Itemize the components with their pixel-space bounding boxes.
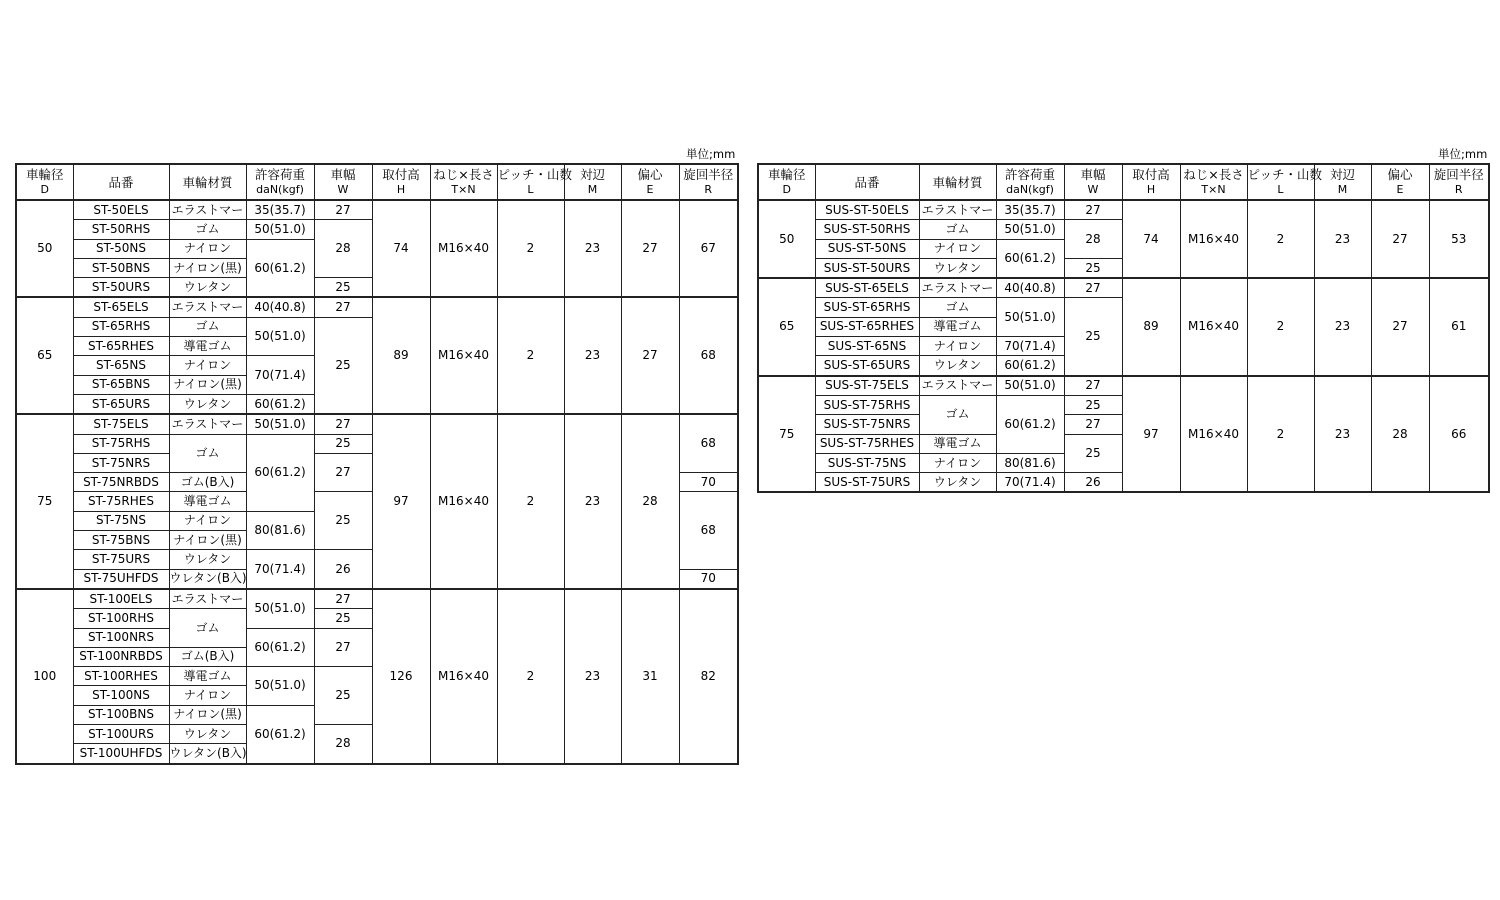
part-number-cell: SUS-ST-65NS — [815, 337, 919, 356]
right-table-row — [758, 200, 1489, 220]
allowable-load-cell: 60(61.2) — [996, 239, 1064, 278]
swivel-radius-cell: 70 — [679, 473, 738, 492]
allowable-load-cell: 80(81.6) — [996, 453, 1064, 472]
allowable-load-cell: 70(71.4) — [996, 473, 1064, 493]
wheel-width-cell: 25 — [1064, 258, 1122, 278]
left-table-row — [16, 589, 738, 609]
allowable-load-cell: 50(51.0) — [996, 298, 1064, 337]
part-number-cell: ST-75NRS — [73, 453, 169, 472]
pitch-cell: 2 — [1247, 376, 1314, 493]
thread-length-cell: M16×40 — [430, 589, 497, 764]
right-header-row — [758, 164, 1489, 200]
wheel-material-cell: ナイロン — [169, 356, 246, 375]
allowable-load-cell: 40(40.8) — [246, 297, 314, 317]
part-number-cell: ST-100NS — [73, 686, 169, 705]
right-header-symbol: M — [1337, 183, 1348, 196]
wheel-material-cell: ウレタン — [169, 550, 246, 569]
right-table-row — [758, 376, 1489, 396]
right-header-label: 車輪径 — [767, 167, 806, 182]
part-number-cell: ST-100NRBDS — [73, 647, 169, 666]
left-header-label: 許容荷重 — [254, 167, 305, 182]
wheel-material-cell: ゴム — [169, 434, 246, 473]
wheel-diameter-cell: 65 — [16, 297, 73, 414]
left-table-row — [16, 414, 738, 434]
part-number-cell: SUS-ST-75RHS — [815, 395, 919, 414]
swivel-radius-cell: 68 — [679, 297, 738, 414]
part-number-cell: SUS-ST-50URS — [815, 258, 919, 278]
wheel-width-cell: 28 — [314, 725, 372, 764]
across-flats-cell: 23 — [1314, 278, 1371, 375]
allowable-load-cell: 50(51.0) — [246, 317, 314, 356]
pitch-cell: 2 — [497, 200, 564, 297]
right-header-symbol: T×N — [1201, 183, 1226, 196]
part-number-cell: ST-75ELS — [73, 414, 169, 434]
right-header-7 — [1247, 164, 1323, 200]
wheel-material-cell: ナイロン — [919, 337, 996, 356]
mounting-height-cell: 74 — [372, 200, 430, 297]
part-number-cell: ST-100UHFDS — [73, 744, 169, 764]
right-header-6 — [1180, 164, 1247, 200]
allowable-load-cell: 50(51.0) — [996, 220, 1064, 239]
right-header-5 — [1122, 164, 1180, 200]
across-flats-cell: 23 — [564, 589, 621, 764]
wheel-width-cell: 25 — [314, 492, 372, 550]
left-header-label: 偏心 — [637, 167, 663, 182]
across-flats-cell: 23 — [564, 297, 621, 414]
wheel-material-cell: ナイロン(黒) — [169, 531, 246, 550]
wheel-material-cell: ゴム(B入) — [169, 473, 246, 492]
part-number-cell: ST-100RHES — [73, 667, 169, 686]
part-number-cell: SUS-ST-65ELS — [815, 278, 919, 298]
pitch-cell: 2 — [497, 589, 564, 764]
part-number-cell: ST-75UHFDS — [73, 569, 169, 589]
left-header-label: 取付高 — [382, 167, 420, 182]
part-number-cell: SUS-ST-65RHES — [815, 317, 919, 336]
pitch-cell: 2 — [1247, 200, 1314, 278]
allowable-load-cell: 60(61.2) — [246, 434, 314, 511]
left-header-symbol: D — [40, 183, 49, 196]
wheel-width-cell: 25 — [1064, 298, 1122, 376]
left-header-label: 車幅 — [330, 167, 356, 182]
pitch-cell: 2 — [497, 297, 564, 414]
wheel-width-cell: 26 — [1064, 473, 1122, 493]
left-header-label: ピッチ・山数 — [497, 167, 573, 182]
left-header-3 — [246, 164, 314, 200]
across-flats-cell: 23 — [564, 414, 621, 589]
wheel-material-cell: ナイロン — [169, 686, 246, 705]
part-number-cell: SUS-ST-75NS — [815, 453, 919, 472]
left-header-9 — [621, 164, 679, 200]
right-header-8 — [1314, 164, 1371, 200]
left-header-symbol: E — [646, 183, 654, 196]
wheel-width-cell: 28 — [314, 220, 372, 278]
wheel-material-cell: エラストマー — [169, 589, 246, 609]
wheel-material-cell: 導電ゴム — [169, 492, 246, 511]
part-number-cell: ST-100URS — [73, 725, 169, 744]
right-header-label: 対辺 — [1329, 167, 1355, 182]
left-header-label: 車輪材質 — [182, 174, 233, 190]
wheel-material-cell: ウレタン — [919, 258, 996, 278]
thread-length-cell: M16×40 — [1180, 200, 1247, 278]
swivel-radius-cell: 82 — [679, 589, 738, 764]
wheel-diameter-cell: 75 — [758, 376, 815, 493]
wheel-diameter-cell: 50 — [758, 200, 815, 278]
offset-cell: 31 — [621, 589, 679, 764]
across-flats-cell: 23 — [1314, 376, 1371, 493]
mounting-height-cell: 74 — [1122, 200, 1180, 278]
part-number-cell: ST-65RHS — [73, 317, 169, 336]
wheel-width-cell: 25 — [1064, 434, 1122, 473]
thread-length-cell: M16×40 — [1180, 278, 1247, 375]
wheel-diameter-cell: 75 — [16, 414, 73, 589]
allowable-load-cell: 70(71.4) — [246, 356, 314, 395]
wheel-width-cell: 27 — [314, 200, 372, 220]
right-spec-table — [757, 163, 1490, 493]
right-header-label: 旋回半径 — [1433, 167, 1484, 182]
wheel-material-cell: ゴム — [169, 317, 246, 336]
allowable-load-cell: 50(51.0) — [996, 376, 1064, 396]
left-spec-table — [15, 163, 739, 765]
right-header-9 — [1371, 164, 1429, 200]
left-header-label: ねじ×長さ — [433, 167, 494, 182]
allowable-load-cell: 60(61.2) — [246, 394, 314, 414]
wheel-width-cell: 27 — [314, 297, 372, 317]
part-number-cell: SUS-ST-75NRS — [815, 415, 919, 434]
pitch-cell: 2 — [497, 414, 564, 589]
part-number-cell: SUS-ST-75RHES — [815, 434, 919, 453]
part-number-cell: SUS-ST-50NS — [815, 239, 919, 258]
wheel-material-cell: エラストマー — [919, 200, 996, 220]
mounting-height-cell: 97 — [372, 414, 430, 589]
allowable-load-cell: 60(61.2) — [996, 395, 1064, 453]
right-header-10 — [1429, 164, 1489, 200]
offset-cell: 28 — [1371, 376, 1429, 493]
right-header-label: 偏心 — [1387, 167, 1413, 182]
offset-cell: 27 — [621, 297, 679, 414]
part-number-cell: SUS-ST-75ELS — [815, 376, 919, 396]
right-header-label: 許容荷重 — [1004, 167, 1055, 182]
across-flats-cell: 23 — [564, 200, 621, 297]
right-table-row — [758, 278, 1489, 298]
mounting-height-cell: 126 — [372, 589, 430, 764]
wheel-material-cell: ゴム(B入) — [169, 647, 246, 666]
wheel-material-cell: ゴム — [169, 609, 246, 648]
wheel-material-cell: エラストマー — [169, 414, 246, 434]
wheel-material-cell: ウレタン(B入) — [169, 569, 246, 589]
allowable-load-cell: 50(51.0) — [246, 414, 314, 434]
left-header-symbol: M — [587, 183, 598, 196]
wheel-width-cell: 27 — [1064, 278, 1122, 298]
offset-cell: 27 — [1371, 200, 1429, 278]
wheel-material-cell: ゴム — [919, 220, 996, 239]
part-number-cell: SUS-ST-50RHS — [815, 220, 919, 239]
wheel-material-cell: ウレタン — [169, 725, 246, 744]
wheel-material-cell: 導電ゴム — [919, 434, 996, 453]
part-number-cell: ST-65BNS — [73, 375, 169, 394]
left-unit-label: 単位;mm — [686, 147, 736, 161]
wheel-material-cell: ナイロン — [919, 453, 996, 472]
part-number-cell: SUS-ST-75URS — [815, 473, 919, 493]
wheel-diameter-cell: 100 — [16, 589, 73, 764]
swivel-radius-cell: 61 — [1429, 278, 1489, 375]
wheel-width-cell: 25 — [314, 434, 372, 453]
left-header-0 — [16, 164, 73, 200]
allowable-load-cell: 50(51.0) — [246, 220, 314, 239]
part-number-cell: ST-100BNS — [73, 705, 169, 724]
mounting-height-cell: 89 — [1122, 278, 1180, 375]
wheel-material-cell: ゴム — [919, 298, 996, 317]
left-header-label: 対辺 — [579, 167, 605, 182]
allowable-load-cell: 40(40.8) — [996, 278, 1064, 298]
wheel-material-cell: ナイロン(黒) — [169, 258, 246, 277]
left-header-symbol: T×N — [451, 183, 476, 196]
right-header-symbol: R — [1454, 183, 1463, 196]
part-number-cell: ST-65URS — [73, 394, 169, 414]
part-number-cell: ST-75NRBDS — [73, 473, 169, 492]
allowable-load-cell: 60(61.2) — [246, 628, 314, 667]
wheel-material-cell: ナイロン — [169, 511, 246, 530]
left-table-row — [16, 200, 738, 220]
right-unit-label: 単位;mm — [1438, 147, 1488, 161]
wheel-material-cell: ナイロン(黒) — [169, 705, 246, 724]
left-header-symbol: W — [337, 183, 349, 196]
wheel-material-cell: ナイロン — [169, 239, 246, 258]
wheel-material-cell: 導電ゴム — [169, 667, 246, 686]
part-number-cell: ST-50NS — [73, 239, 169, 258]
left-header-1 — [73, 164, 169, 200]
left-header-8 — [564, 164, 621, 200]
part-number-cell: SUS-ST-65URS — [815, 356, 919, 376]
wheel-material-cell: ウレタン — [169, 394, 246, 414]
right-header-label: 車幅 — [1080, 167, 1106, 182]
right-header-label: 品番 — [854, 174, 880, 190]
thread-length-cell: M16×40 — [1180, 376, 1247, 493]
right-header-3 — [996, 164, 1064, 200]
part-number-cell: ST-50ELS — [73, 200, 169, 220]
left-header-6 — [430, 164, 497, 200]
part-number-cell: ST-65ELS — [73, 297, 169, 317]
allowable-load-cell: 70(71.4) — [246, 550, 314, 589]
right-header-4 — [1064, 164, 1122, 200]
part-number-cell: ST-50BNS — [73, 258, 169, 277]
wheel-material-cell: ゴム — [169, 220, 246, 239]
part-number-cell: ST-75RHES — [73, 492, 169, 511]
offset-cell: 28 — [621, 414, 679, 589]
part-number-cell: ST-50RHS — [73, 220, 169, 239]
wheel-width-cell: 25 — [314, 317, 372, 414]
right-header-symbol: D — [782, 183, 791, 196]
wheel-material-cell: ゴム — [919, 395, 996, 434]
wheel-material-cell: エラストマー — [169, 200, 246, 220]
wheel-width-cell: 27 — [314, 414, 372, 434]
left-header-row — [16, 164, 738, 200]
across-flats-cell: 23 — [1314, 200, 1371, 278]
right-header-symbol: L — [1277, 183, 1284, 196]
mounting-height-cell: 89 — [372, 297, 430, 414]
left-header-symbol: daN(kgf) — [256, 183, 304, 196]
left-header-label: 車輪径 — [25, 167, 64, 182]
swivel-radius-cell: 67 — [679, 200, 738, 297]
left-header-symbol: L — [527, 183, 534, 196]
right-header-2 — [919, 164, 996, 200]
wheel-width-cell: 27 — [314, 628, 372, 667]
wheel-width-cell: 25 — [314, 278, 372, 298]
wheel-material-cell: ナイロン — [919, 239, 996, 258]
wheel-diameter-cell: 50 — [16, 200, 73, 297]
part-number-cell: ST-75URS — [73, 550, 169, 569]
wheel-material-cell: ウレタン(B入) — [169, 744, 246, 764]
wheel-material-cell: ナイロン(黒) — [169, 375, 246, 394]
allowable-load-cell: 70(71.4) — [996, 337, 1064, 356]
wheel-width-cell: 27 — [1064, 376, 1122, 396]
left-header-2 — [169, 164, 246, 200]
allowable-load-cell: 50(51.0) — [246, 667, 314, 706]
wheel-width-cell: 27 — [1064, 415, 1122, 434]
wheel-material-cell: エラストマー — [919, 376, 996, 396]
right-header-symbol: H — [1146, 183, 1156, 196]
right-header-label: 取付高 — [1132, 167, 1170, 182]
left-header-symbol: R — [704, 183, 713, 196]
left-header-symbol: H — [396, 183, 406, 196]
left-header-label: 旋回半径 — [683, 167, 734, 182]
wheel-width-cell: 25 — [314, 667, 372, 725]
swivel-radius-cell: 53 — [1429, 200, 1489, 278]
wheel-material-cell: 導電ゴム — [169, 337, 246, 356]
left-header-7 — [497, 164, 573, 200]
allowable-load-cell: 35(35.7) — [996, 200, 1064, 220]
thread-length-cell: M16×40 — [430, 200, 497, 297]
thread-length-cell: M16×40 — [430, 297, 497, 414]
left-header-4 — [314, 164, 372, 200]
allowable-load-cell: 60(61.2) — [996, 356, 1064, 376]
wheel-width-cell: 25 — [1064, 395, 1122, 414]
pitch-cell: 2 — [1247, 278, 1314, 375]
offset-cell: 27 — [1371, 278, 1429, 375]
part-number-cell: ST-100NRS — [73, 628, 169, 647]
part-number-cell: ST-75BNS — [73, 531, 169, 550]
wheel-width-cell: 28 — [1064, 220, 1122, 259]
part-number-cell: ST-100ELS — [73, 589, 169, 609]
right-header-0 — [758, 164, 815, 200]
wheel-material-cell: エラストマー — [919, 278, 996, 298]
allowable-load-cell: 60(61.2) — [246, 705, 314, 763]
allowable-load-cell: 60(61.2) — [246, 239, 314, 297]
wheel-material-cell: エラストマー — [169, 297, 246, 317]
left-header-10 — [679, 164, 738, 200]
thread-length-cell: M16×40 — [430, 414, 497, 589]
wheel-width-cell: 27 — [314, 453, 372, 492]
right-header-label: ピッチ・山数 — [1247, 167, 1323, 182]
swivel-radius-cell: 66 — [1429, 376, 1489, 493]
part-number-cell: ST-100RHS — [73, 609, 169, 628]
right-header-label: 車輪材質 — [932, 174, 983, 190]
left-table-row — [16, 297, 738, 317]
right-header-label: ねじ×長さ — [1183, 167, 1244, 182]
offset-cell: 27 — [621, 200, 679, 297]
wheel-material-cell: ウレタン — [169, 278, 246, 298]
wheel-width-cell: 27 — [1064, 200, 1122, 220]
allowable-load-cell: 35(35.7) — [246, 200, 314, 220]
swivel-radius-cell: 70 — [679, 569, 738, 589]
wheel-material-cell: 導電ゴム — [919, 317, 996, 336]
wheel-width-cell: 25 — [314, 609, 372, 628]
wheel-material-cell: ウレタン — [919, 356, 996, 376]
swivel-radius-cell: 68 — [679, 414, 738, 472]
part-number-cell: ST-75RHS — [73, 434, 169, 453]
part-number-cell: ST-75NS — [73, 511, 169, 530]
wheel-material-cell: ウレタン — [919, 473, 996, 493]
wheel-width-cell: 26 — [314, 550, 372, 589]
swivel-radius-cell: 68 — [679, 492, 738, 569]
right-header-symbol: W — [1087, 183, 1099, 196]
part-number-cell: ST-65NS — [73, 356, 169, 375]
wheel-width-cell: 27 — [314, 589, 372, 609]
wheel-diameter-cell: 65 — [758, 278, 815, 375]
allowable-load-cell: 80(81.6) — [246, 511, 314, 550]
part-number-cell: SUS-ST-65RHS — [815, 298, 919, 317]
right-header-symbol: E — [1396, 183, 1404, 196]
part-number-cell: ST-65RHES — [73, 337, 169, 356]
left-header-label: 品番 — [108, 174, 134, 190]
part-number-cell: SUS-ST-50ELS — [815, 200, 919, 220]
right-header-1 — [815, 164, 919, 200]
mounting-height-cell: 97 — [1122, 376, 1180, 493]
right-header-symbol: daN(kgf) — [1006, 183, 1054, 196]
part-number-cell: ST-50URS — [73, 278, 169, 298]
allowable-load-cell: 50(51.0) — [246, 589, 314, 628]
left-header-5 — [372, 164, 430, 200]
